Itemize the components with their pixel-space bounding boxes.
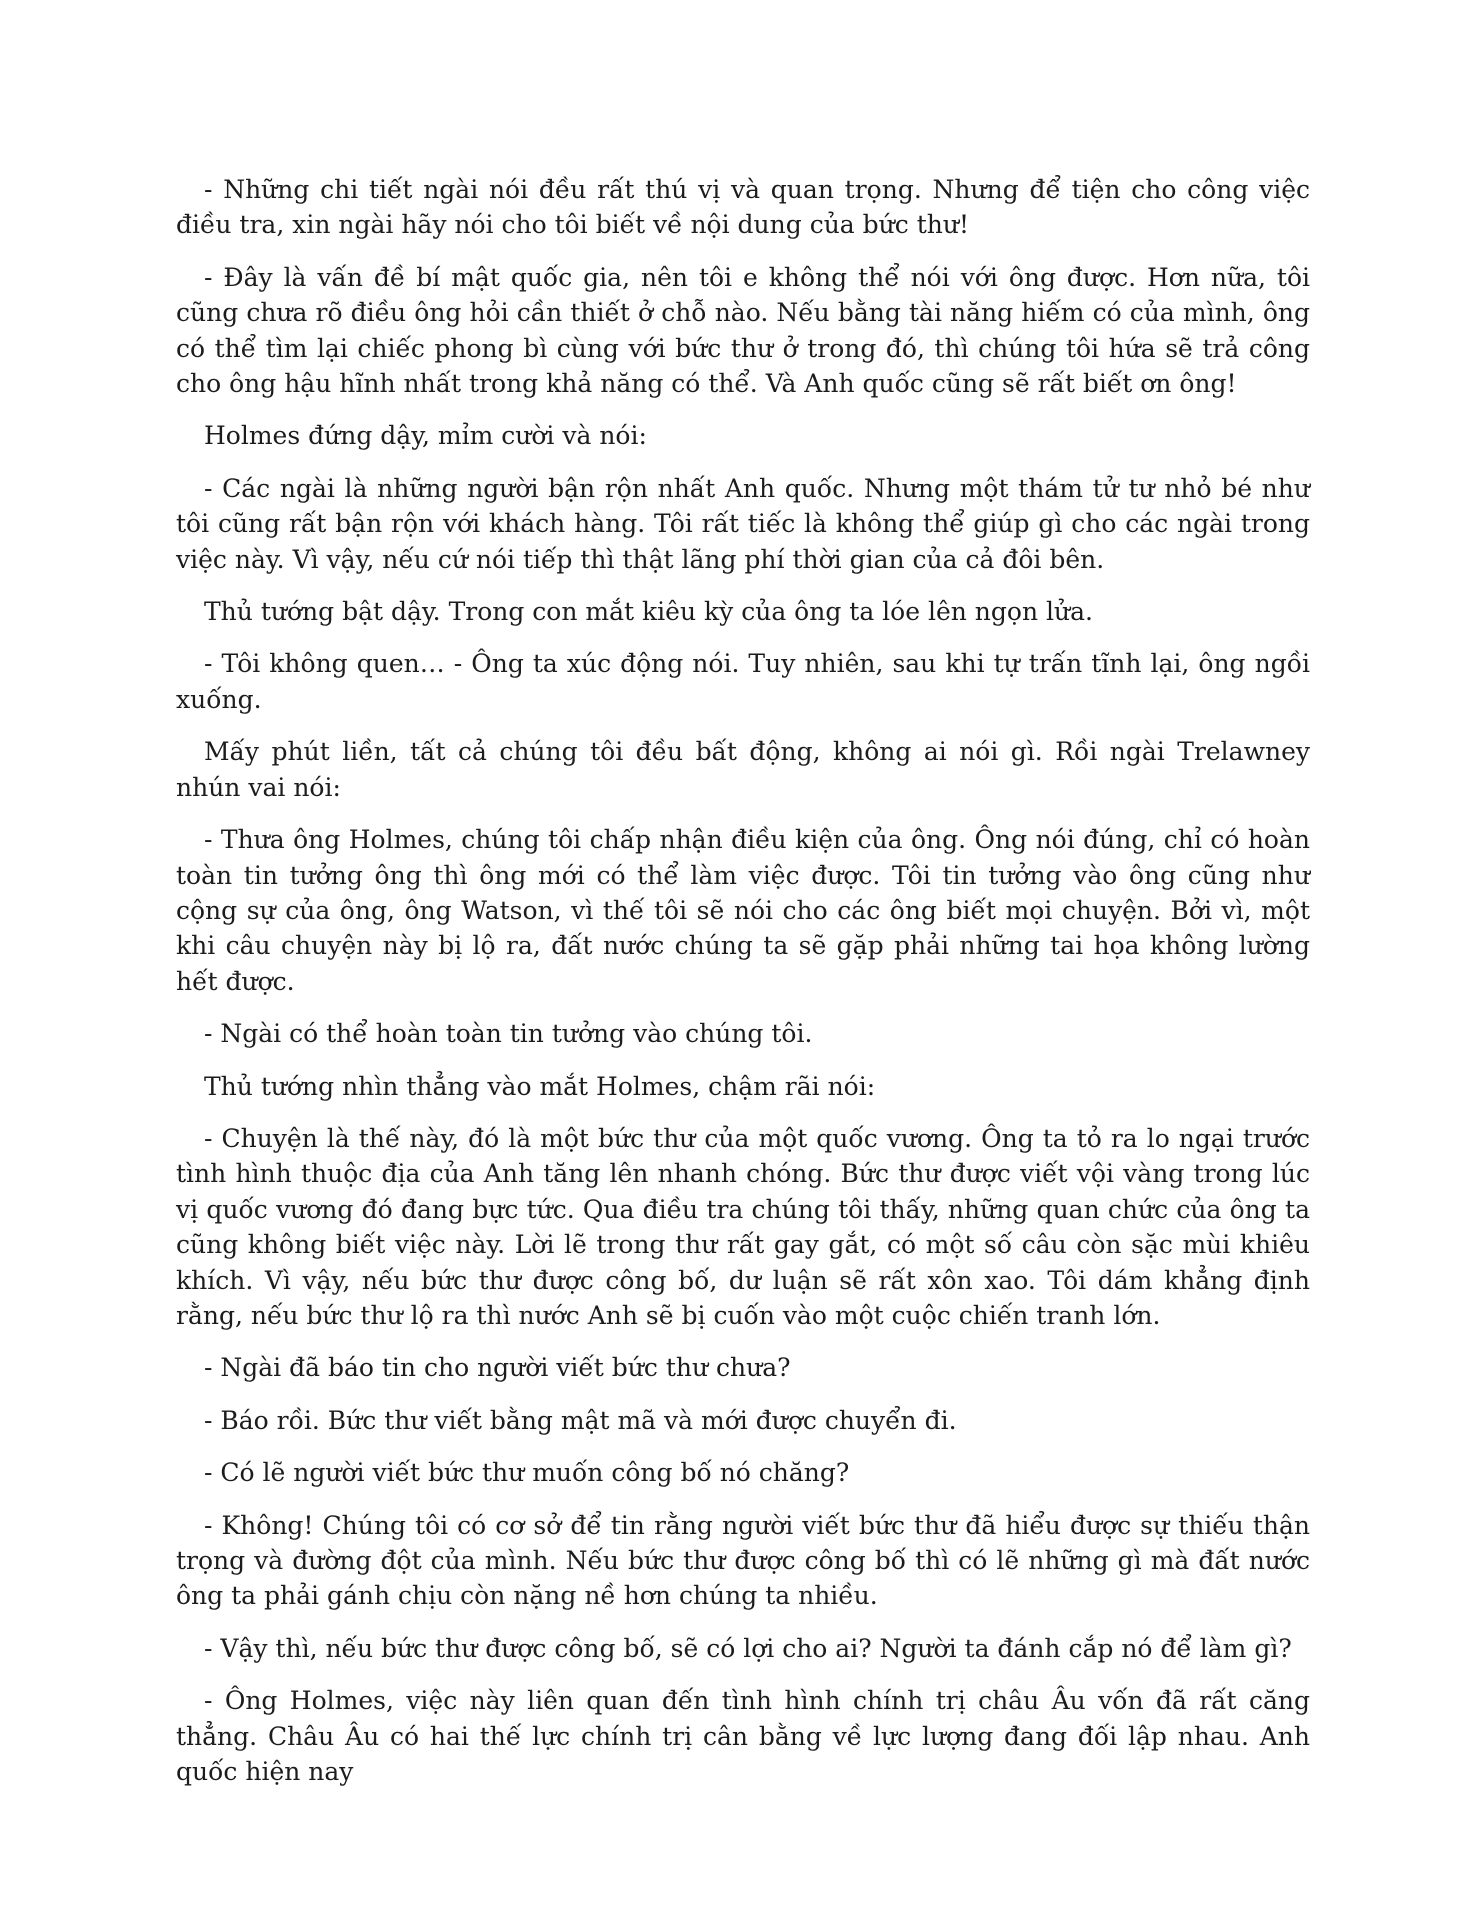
paragraph-17: - Ông Holmes, việc này liên quan đến tình hình chính trị châu Âu vốn đã rất căng thẳng. Châu Âu có hai thế lực chính trị cân bằng về lực lượng đang đối lập nhau. Anh quốc hiện nay: [176, 1686, 1310, 1787]
paragraph-11: - Chuyện là thế này, đó là một bức thư của một quốc vương. Ông ta tỏ ra lo ngại trước tình hình thuộc địa của Anh tăng lên nhanh chóng. Bức thư được viết vội vàng trong lúc vị quốc vương đó đang bực tức. Qua điều tra chúng tôi thấy, những quan chức của ông ta cũng không biết việc này. Lời lẽ trong thư rất gay gắt, có một số câu còn sặc mùi khiêu khích. Vì vậy, nếu bức thư được công bố, dư luận sẽ rất xôn xao. Tôi dám khẳng định rằng, nếu bức thư lộ ra thì nước Anh sẽ bị cuốn vào một cuộc chiến tranh lớn.: [176, 1123, 1310, 1330]
paragraph-1: - Những chi tiết ngài nói đều rất thú vị và quan trọng. Nhưng để tiện cho công việc điều tra, xin ngài hãy nói cho tôi biết về nội dung của bức thư!: [176, 175, 1310, 240]
paragraph-12: - Ngài đã báo tin cho người viết bức thư chưa?: [204, 1353, 791, 1383]
paragraph-15: - Không! Chúng tôi có cơ sở để tin rằng người viết bức thư đã hiểu được sự thiếu thận trọng và đường đột của mình. Nếu bức thư được công bố thì có lẽ những gì mà đất nước ông ta phải gánh chịu còn nặng nề hơn chúng ta nhiều.: [176, 1510, 1310, 1611]
paragraph-3: Holmes đứng dậy, mỉm cười và nói:: [204, 421, 647, 451]
paragraph-5: Thủ tướng bật dậy. Trong con mắt kiêu kỳ của ông ta lóe lên ngọn lửa.: [204, 597, 1093, 627]
paragraph-6: - Tôi không quen… - Ông ta xúc động nói. Tuy nhiên, sau khi tự trấn tĩnh lại, ông ngồi xuống.: [176, 649, 1310, 714]
paragraph-14: - Có lẽ người viết bức thư muốn công bố nó chăng?: [204, 1458, 850, 1488]
paragraph-8: - Thưa ông Holmes, chúng tôi chấp nhận điều kiện của ông. Ông nói đúng, chỉ có hoàn toàn tin tưởng ông thì ông mới có thể làm việc được. Tôi tin tưởng vào ông cũng như cộng sự của ông, ông Watson, vì thế tôi sẽ nói cho các ông biết mọi chuyện. Bởi vì, một khi câu chuyện này bị lộ ra, đất nước chúng ta sẽ gặp phải những tai họa không lường hết được.: [176, 825, 1310, 996]
paragraph-16: - Vậy thì, nếu bức thư được công bố, sẽ có lợi cho ai? Người ta đánh cắp nó để làm gì?: [204, 1633, 1292, 1663]
paragraph-10: Thủ tướng nhìn thẳng vào mắt Holmes, chậm rãi nói:: [204, 1071, 876, 1101]
paragraph-4: - Các ngài là những người bận rộn nhất Anh quốc. Nhưng một thám tử tư nhỏ bé như tôi cũng rất bận rộn với khách hàng. Tôi rất tiếc là không thể giúp gì cho các ngài trong việc này. Vì vậy, nếu cứ nói tiếp thì thật lãng phí thời gian của cả đôi bên.: [176, 473, 1310, 574]
paragraph-13: - Báo rồi. Bức thư viết bằng mật mã và mới được chuyển đi.: [204, 1405, 957, 1435]
paragraph-2: - Đây là vấn đề bí mật quốc gia, nên tôi e không thể nói với ông được. Hơn nữa, tôi cũng chưa rõ điều ông hỏi cần thiết ở chỗ nào. Nếu bằng tài năng hiếm có của mình, ông có thể tìm lại chiếc phong bì cùng với bức thư ở trong đó, thì chúng tôi hứa sẽ trả công cho ông hậu hĩnh nhất trong khả năng có thể. Và Anh quốc cũng sẽ rất biết ơn ông!: [176, 262, 1310, 399]
document-page: [176, 172, 1310, 1806]
paragraph-9: - Ngài có thể hoàn toàn tin tưởng vào chúng tôi.: [204, 1019, 813, 1049]
paragraph-7: Mấy phút liền, tất cả chúng tôi đều bất động, không ai nói gì. Rồi ngài Trelawney nhún vai nói:: [176, 737, 1310, 802]
